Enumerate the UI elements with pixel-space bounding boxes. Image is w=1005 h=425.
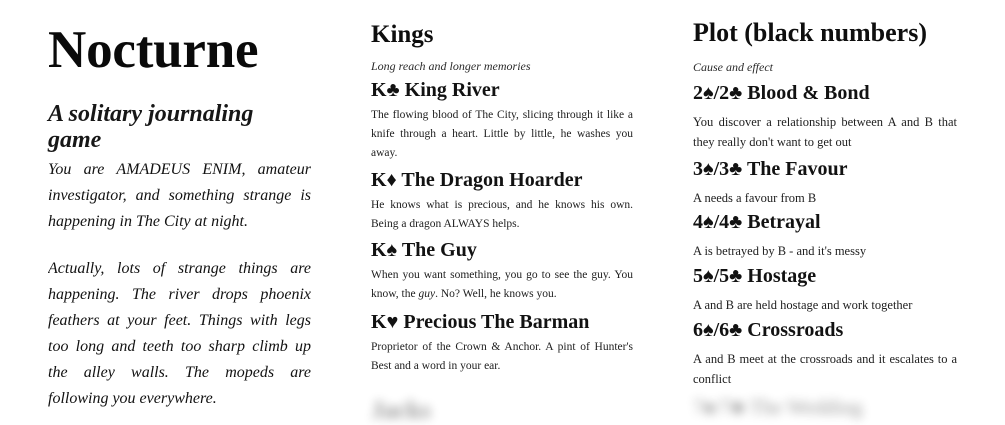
plot-heading-favour: 3♠/3♣ The Favour [693, 158, 848, 180]
plot-text-hostage: A and B are held hostage and work together [693, 298, 913, 312]
king-entry-precious-barman [371, 312, 633, 376]
kings-title: Kings [371, 21, 434, 48]
king-heading-river: K♣ King River [371, 79, 500, 101]
king-text-the-guy-part-1: When you want something, you go to see the guy. You know, the [371, 269, 633, 300]
king-heading-the-guy: K♠ The Guy [371, 239, 477, 261]
plot-heading-betrayal: 4♠/4♣ Betrayal [693, 211, 821, 233]
king-text-precious-barman: Proprietor of the Crown & Anchor. A pint of Hunter's Best and a word in your ear. [371, 341, 633, 372]
blurred-next-section-title: Jacks [371, 397, 431, 424]
plot-heading-blood-bond: 2♠/2♣ Blood & Bond [693, 82, 870, 104]
plot-entry-hostage [693, 266, 957, 315]
king-entry-the-guy [371, 240, 633, 304]
game-title: Nocturne [48, 21, 259, 79]
plot-entry-favour [693, 159, 957, 208]
king-heading-dragon-hoarder: K♦ The Dragon Hoarder [371, 169, 583, 191]
plot-entry-crossroads [693, 320, 957, 389]
king-text-dragon-hoarder: He knows what is precious, and he knows his own. Being a dragon ALWAYS helps. [371, 199, 633, 230]
king-entry-river [371, 80, 633, 163]
plot-text-favour: A needs a favour from B [693, 191, 817, 205]
plot-text-crossroads: A and B meet at the crossroads and it escalates to a conflict [693, 352, 957, 386]
plot-entry-blood-bond [693, 83, 957, 152]
plot-text-blood-bond: You discover a relationship between A and B that they really don't want to get out [693, 115, 957, 149]
intro-paragraph-1: You are AMADEUS ENIM, amateur investigator, and something strange is happening in The City at night. [48, 161, 311, 230]
kings-note: Long reach and longer memories [371, 59, 531, 73]
game-subtitle: A solitary journaling game [48, 101, 254, 154]
blurred-next-plot-heading: 7♠/7♣ The Wedding [693, 395, 863, 419]
plot-note: Cause and effect [693, 60, 773, 74]
plot-heading-hostage: 5♠/5♣ Hostage [693, 265, 817, 287]
plot-entry-betrayal [693, 212, 957, 261]
king-text-river: The flowing blood of The City, slicing through it like a knife through a heart. Little by little, he washes you away. [371, 109, 633, 159]
king-heading-precious-barman: K♥ Precious The Barman [371, 311, 590, 333]
intro-paragraph-2: Actually, lots of strange things are happening. The river drops phoenix feathers at your feet. Things with legs too long and teeth too sharp climb up the alley walls. The mopeds are following you everywhere. [48, 260, 311, 407]
king-text-the-guy [371, 266, 633, 304]
plot-heading-crossroads: 6♠/6♣ Crossroads [693, 319, 844, 341]
king-entry-dragon-hoarder [371, 170, 633, 234]
plot-text-betrayal: A is betrayed by B - and it's messy [693, 244, 867, 258]
king-text-the-guy-part-2: . No? Well, he knows you. [435, 288, 557, 300]
plot-title: Plot (black numbers) [693, 18, 927, 47]
king-text-the-guy-emphasis: guy [418, 288, 436, 300]
